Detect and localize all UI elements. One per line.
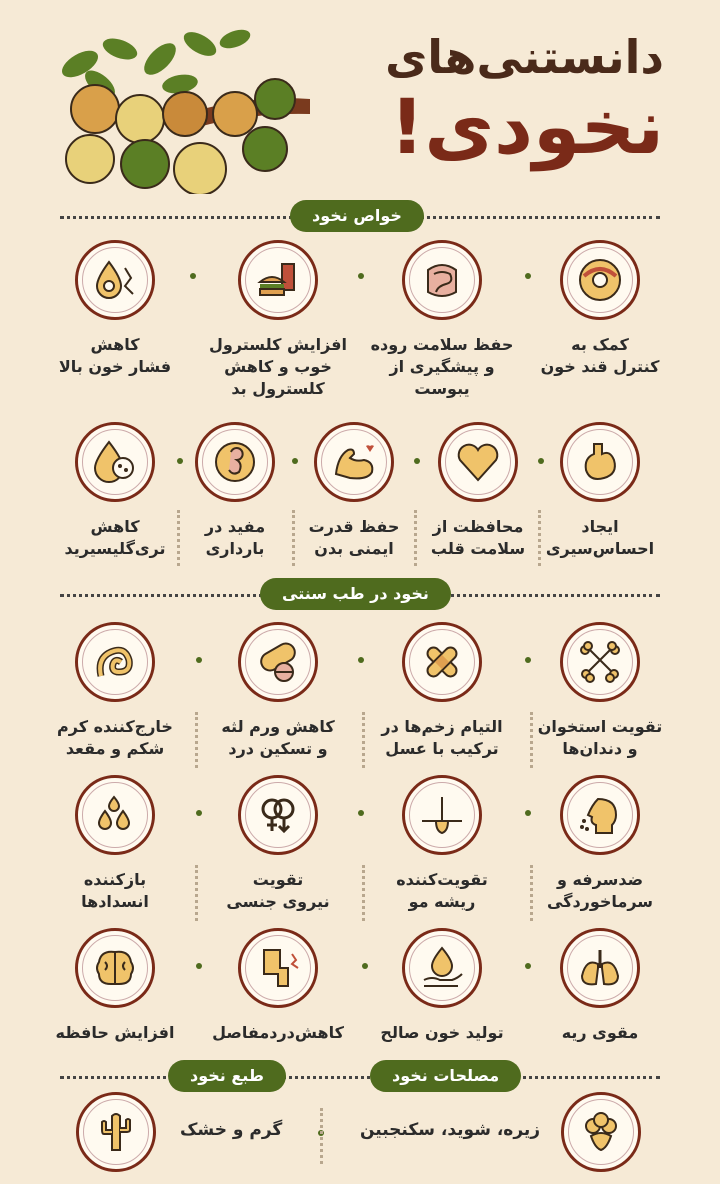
icon-circle: [402, 240, 482, 320]
icon-circle: [560, 422, 640, 502]
nature-icon-circle: [76, 1092, 156, 1172]
property-label: افزایش کلسترول خوب و کاهش کلسترول بد: [208, 335, 348, 398]
correctives-pill: مصلحات نخود: [370, 1060, 521, 1092]
separator-dot: [362, 963, 368, 969]
traditional-item: [525, 622, 675, 760]
vertical-divider: [530, 712, 533, 768]
nature-text: گرم و خشک: [180, 1120, 283, 1140]
muscle-icon: [330, 438, 378, 486]
icon-circle: [75, 422, 155, 502]
property-item: [367, 240, 517, 400]
drops-icon: [91, 791, 139, 839]
icon-circle: [238, 775, 318, 855]
traditional-pill: نخود در طب سنتی: [260, 578, 451, 610]
property-label: حفظ سلامت روده و پیشگیری از یبوست: [370, 335, 514, 398]
traditional-label: تولید خون صالح: [380, 1023, 504, 1042]
vertical-divider: [530, 865, 533, 921]
icon-circle: [75, 928, 155, 1008]
traditional-item: [525, 775, 675, 913]
icon-circle: [560, 240, 640, 320]
vertical-divider: [414, 510, 417, 566]
herbs-icon: [577, 1108, 625, 1156]
property-item: [40, 422, 190, 560]
traditional-item: [40, 928, 190, 1044]
fetus-icon: [211, 438, 259, 486]
traditional-label: تقویت استخوان و دندان‌ها: [537, 717, 663, 758]
traditional-label: بازکننده انسدادها: [81, 870, 149, 911]
blood-drop-hand-icon: [418, 944, 466, 992]
vertical-divider: [538, 510, 541, 566]
cough-icon: [576, 791, 624, 839]
traditional-item: [367, 928, 517, 1044]
lungs-icon: [576, 944, 624, 992]
traditional-label: کاهش ورم لثه و تسکین درد: [221, 717, 335, 758]
cactus-icon: [92, 1108, 140, 1156]
property-item: [525, 240, 675, 378]
icon-circle: [238, 240, 318, 320]
brain-icon: [91, 944, 139, 992]
icon-circle: [75, 622, 155, 702]
traditional-item: [203, 928, 353, 1044]
icon-circle: [238, 928, 318, 1008]
icon-circle: [402, 928, 482, 1008]
gender-icon: [254, 791, 302, 839]
property-item: [40, 240, 190, 378]
traditional-label: کاهش‌دردمفاصل: [212, 1023, 344, 1042]
traditional-label: تقویت‌کننده ریشه مو: [396, 870, 488, 911]
property-label: کاهش فشار خون بالا: [58, 335, 172, 376]
property-label: مفید در بارداری: [204, 517, 266, 558]
traditional-label: مقوی ریه: [561, 1023, 639, 1042]
separator-dot: [196, 657, 202, 663]
header: [0, 0, 720, 200]
heart-icon: [454, 438, 502, 486]
separator-dot: [525, 273, 531, 279]
chickpeas-illustration: [40, 24, 330, 194]
section-traditional-header: [60, 578, 660, 612]
traditional-label: خارج‌کننده کرم شکم و مقعد: [57, 717, 173, 758]
icon-circle: [75, 775, 155, 855]
traditional-label: التیام زخم‌ها در ترکیب با عسل: [381, 717, 503, 758]
triglyceride-icon: [91, 438, 139, 486]
stomach-icon: [576, 438, 624, 486]
vertical-divider: [320, 1108, 323, 1164]
title-line-1: دانستنی‌های: [385, 30, 664, 84]
icon-circle: [238, 622, 318, 702]
icon-circle: [314, 422, 394, 502]
traditional-item: [525, 928, 675, 1044]
separator-dot: [196, 810, 202, 816]
traditional-label: ضدسرفه و سرماخوردگی: [546, 870, 654, 911]
correctives-icon-circle: [561, 1092, 641, 1172]
bone-icon: [576, 638, 624, 686]
icon-circle: [195, 422, 275, 502]
section-bottom-header: [60, 1060, 660, 1094]
property-label: ایجاد احساس‌سیری: [545, 517, 655, 558]
properties-pill: خواص نخود: [290, 200, 424, 232]
vertical-divider: [362, 865, 365, 921]
section-properties-header: [60, 200, 660, 234]
vertical-divider: [362, 712, 365, 768]
vertical-divider: [195, 865, 198, 921]
intestine-icon: [418, 256, 466, 304]
traditional-item: [40, 622, 190, 760]
separator-dot: [525, 657, 531, 663]
traditional-item: [203, 622, 353, 760]
icon-circle: [560, 928, 640, 1008]
traditional-label: تقویت نیروی جنسی: [226, 870, 330, 911]
icon-circle: [402, 622, 482, 702]
correctives-text: زیره، شوید، سکنجبین: [360, 1120, 541, 1140]
nature-pill: طبع نخود: [168, 1060, 286, 1092]
separator-dot: [525, 810, 531, 816]
separator-dot: [525, 963, 531, 969]
traditional-item: [40, 775, 190, 913]
icon-circle: [438, 422, 518, 502]
property-label: کمک به کنترل قند خون: [540, 335, 660, 376]
property-item: [203, 240, 353, 400]
donut-icon: [576, 256, 624, 304]
knee-pain-icon: [254, 944, 302, 992]
property-label: کاهش تری‌گلیسیرید: [64, 517, 166, 558]
title-line-2: نخودی!: [389, 82, 664, 171]
separator-dot: [196, 963, 202, 969]
hair-root-icon: [418, 791, 466, 839]
icon-circle: [75, 240, 155, 320]
bandage-icon: [418, 638, 466, 686]
icon-circle: [560, 775, 640, 855]
section-divider: [60, 1076, 660, 1079]
traditional-item: [367, 622, 517, 760]
property-label: حفظ قدرت ایمنی بدن: [308, 517, 400, 558]
vertical-divider: [292, 510, 295, 566]
vertical-divider: [195, 712, 198, 768]
icon-circle: [402, 775, 482, 855]
separator-dot: [358, 657, 364, 663]
separator-dot: [358, 273, 364, 279]
separator-dot: [358, 810, 364, 816]
vertical-divider: [177, 510, 180, 566]
separator-dot: [190, 273, 196, 279]
pills-icon: [254, 638, 302, 686]
fastfood-icon: [254, 256, 302, 304]
traditional-item: [367, 775, 517, 913]
icon-circle: [560, 622, 640, 702]
blood-pressure-icon: [91, 256, 139, 304]
property-label: محافظت از سلامت قلب: [430, 517, 526, 558]
traditional-label: افزایش حافظه: [55, 1023, 175, 1042]
worm-icon: [91, 638, 139, 686]
traditional-item: [203, 775, 353, 913]
